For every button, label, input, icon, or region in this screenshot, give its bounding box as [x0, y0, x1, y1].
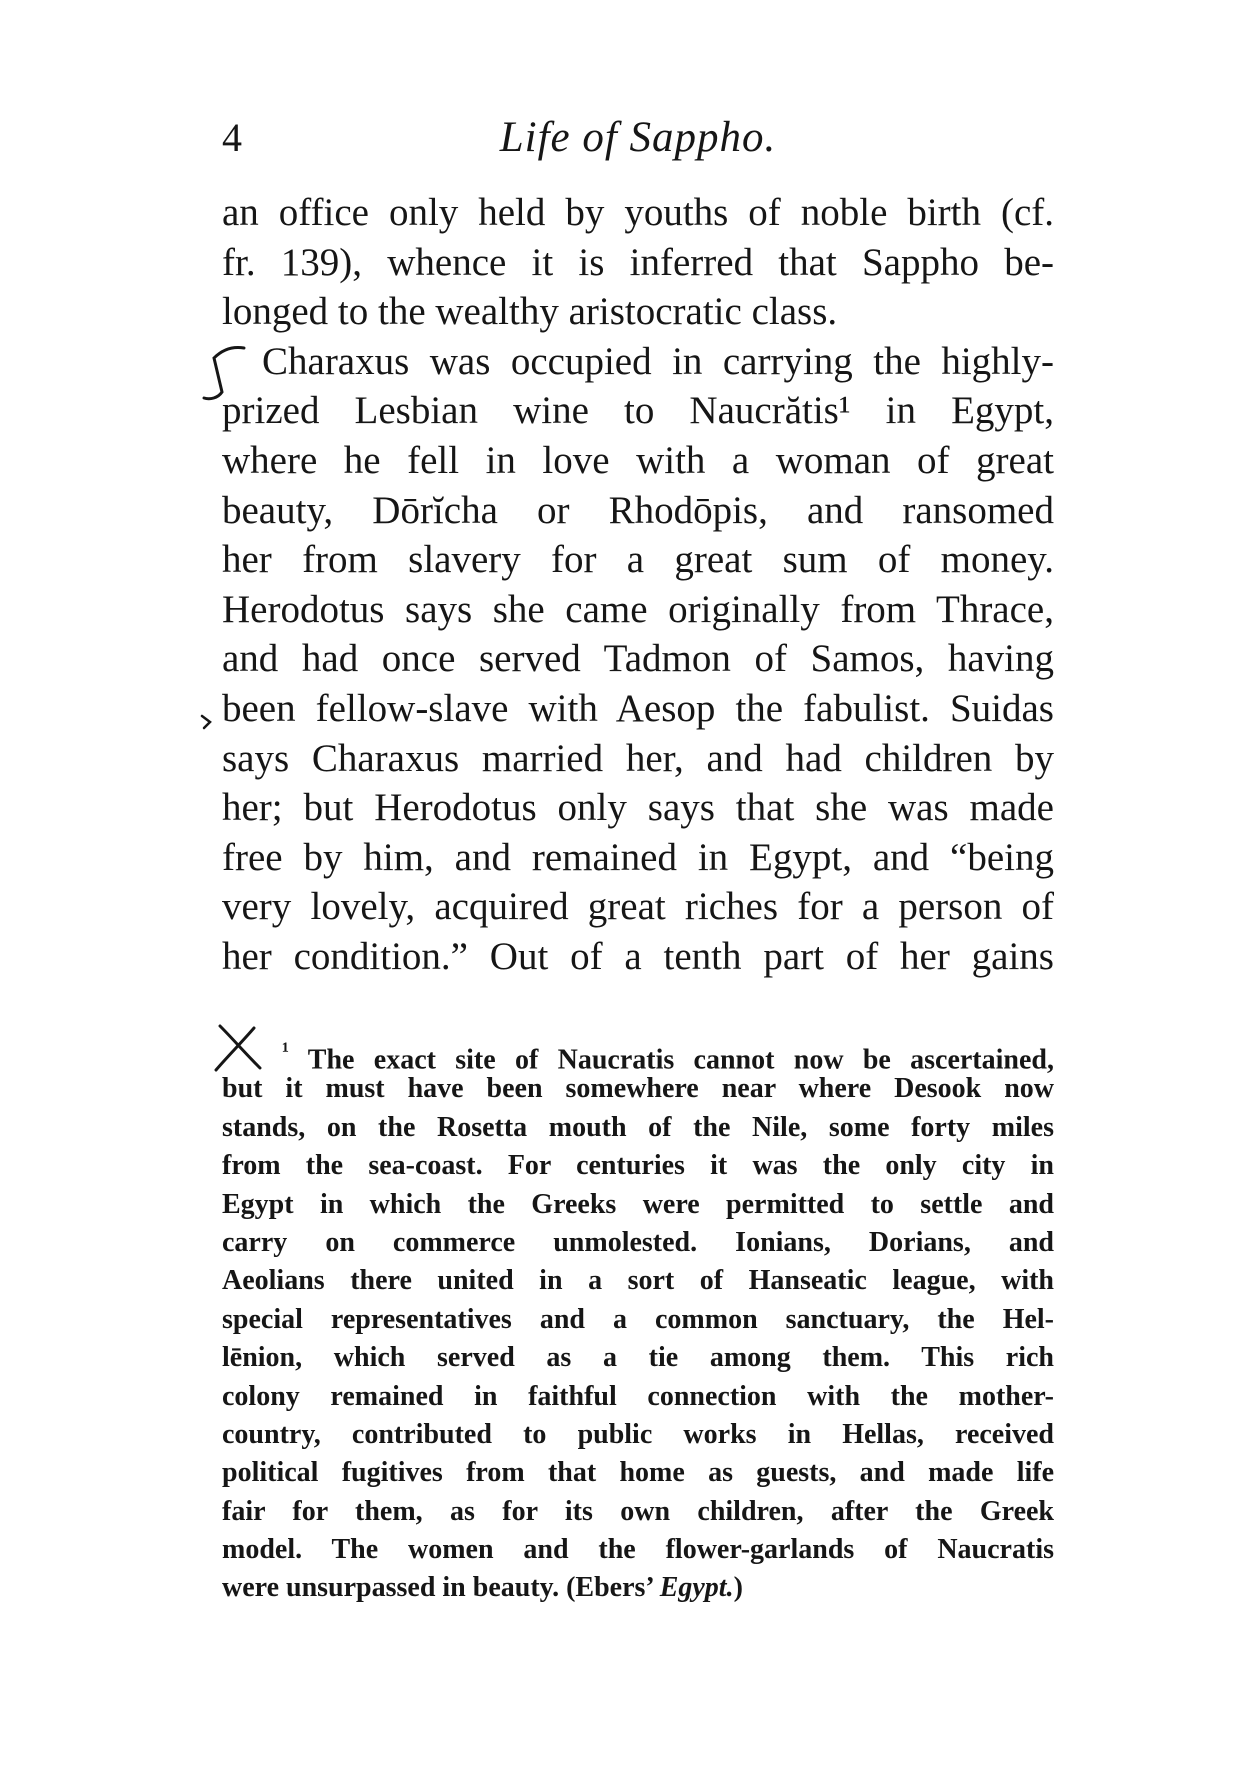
- text-line: fr. 139), whence it is inferred that Sappho be-: [222, 240, 1054, 284]
- text-line: Charaxus was occupied in carrying the highly-: [262, 339, 1054, 383]
- footnote-line: [222, 1032, 1054, 1076]
- footnote-line: special representatives and a common sanctuary, the Hel-: [222, 1303, 1054, 1335]
- text-line: and had once served Tadmon of Samos, having: [222, 637, 1054, 681]
- footnote-line: fair for them, as for its own children, after the Greek: [222, 1495, 1054, 1527]
- footnote-line: country, contributed to public works in Hellas, received: [222, 1418, 1054, 1450]
- text-line: her condition.” Out of a tenth part of her gains: [222, 934, 1054, 978]
- text-line: her; but Herodotus only says that she was made: [222, 786, 1054, 830]
- page-header: [222, 108, 1054, 168]
- text-line: Herodotus says she came originally from Thrace,: [222, 587, 1054, 631]
- footnote-line: political fugitives from that home as guests, and made life: [222, 1457, 1054, 1489]
- running-title: Life of Sappho.: [499, 114, 777, 161]
- footnote-line: Egypt in which the Greeks were permitted to settle and: [222, 1188, 1054, 1220]
- text-line: her from slavery for a great sum of money.: [222, 538, 1054, 582]
- footnote-line: [222, 1569, 1054, 1607]
- text-line: prized Lesbian wine to Naucrătis¹ in Egypt,: [222, 389, 1054, 433]
- text-line: free by him, and remained in Egypt, and “being: [222, 835, 1054, 879]
- footnote-line: colony remained in faithful connection with the mother-: [222, 1380, 1054, 1412]
- page-number: 4: [222, 115, 242, 160]
- footnote-line-text: were unsurpassed in beauty. (Ebers’: [222, 1572, 660, 1604]
- text-line: longed to the wealthy aristocratic class.: [222, 290, 838, 334]
- footnote-line: carry on commerce unmolested. Ionians, Dorians, and: [222, 1226, 1054, 1258]
- footnote-line-text: The exact site of Naucratis cannot now be ascertained,: [307, 1044, 1054, 1076]
- footnote-line: Aeolians there united in a sort of Hanseatic league, with: [222, 1265, 1054, 1297]
- text-line: an office only held by youths of noble birth (cf.: [222, 191, 1054, 234]
- footnote-marker: ¹: [282, 1038, 289, 1064]
- footnote-line: model. The women and the flower-garlands of Naucratis: [222, 1534, 1054, 1566]
- footnote-line: but it must have been somewhere near where Desook now: [222, 1073, 1054, 1105]
- text-line: beauty, Dōrĭcha or Rhodōpis, and ransomed: [222, 488, 1054, 532]
- footnote-line: stands, on the Rosetta mouth of the Nile, some forty miles: [222, 1111, 1054, 1143]
- citation-title: Egypt.: [659, 1572, 734, 1604]
- footnote-line: from the sea-coast. For centuries it was the only city in: [222, 1150, 1054, 1182]
- footnote: [222, 1032, 1054, 1608]
- handwritten-bracket-mark: [200, 340, 250, 410]
- footnote-line-text: ): [733, 1572, 743, 1604]
- text-line: says Charaxus married her, and had children by: [222, 736, 1054, 780]
- text-line: been fellow-slave with Aesop the fabulist. Suidas: [222, 686, 1054, 730]
- main-text: [222, 188, 1054, 982]
- text-line: very lovely, acquired great riches for a person of: [222, 885, 1054, 929]
- text-line: where he fell in love with a woman of great: [222, 438, 1054, 482]
- handwritten-tick-mark: [198, 712, 218, 732]
- footnote-line: lēnion, which served as a tie among them. This rich: [222, 1342, 1054, 1374]
